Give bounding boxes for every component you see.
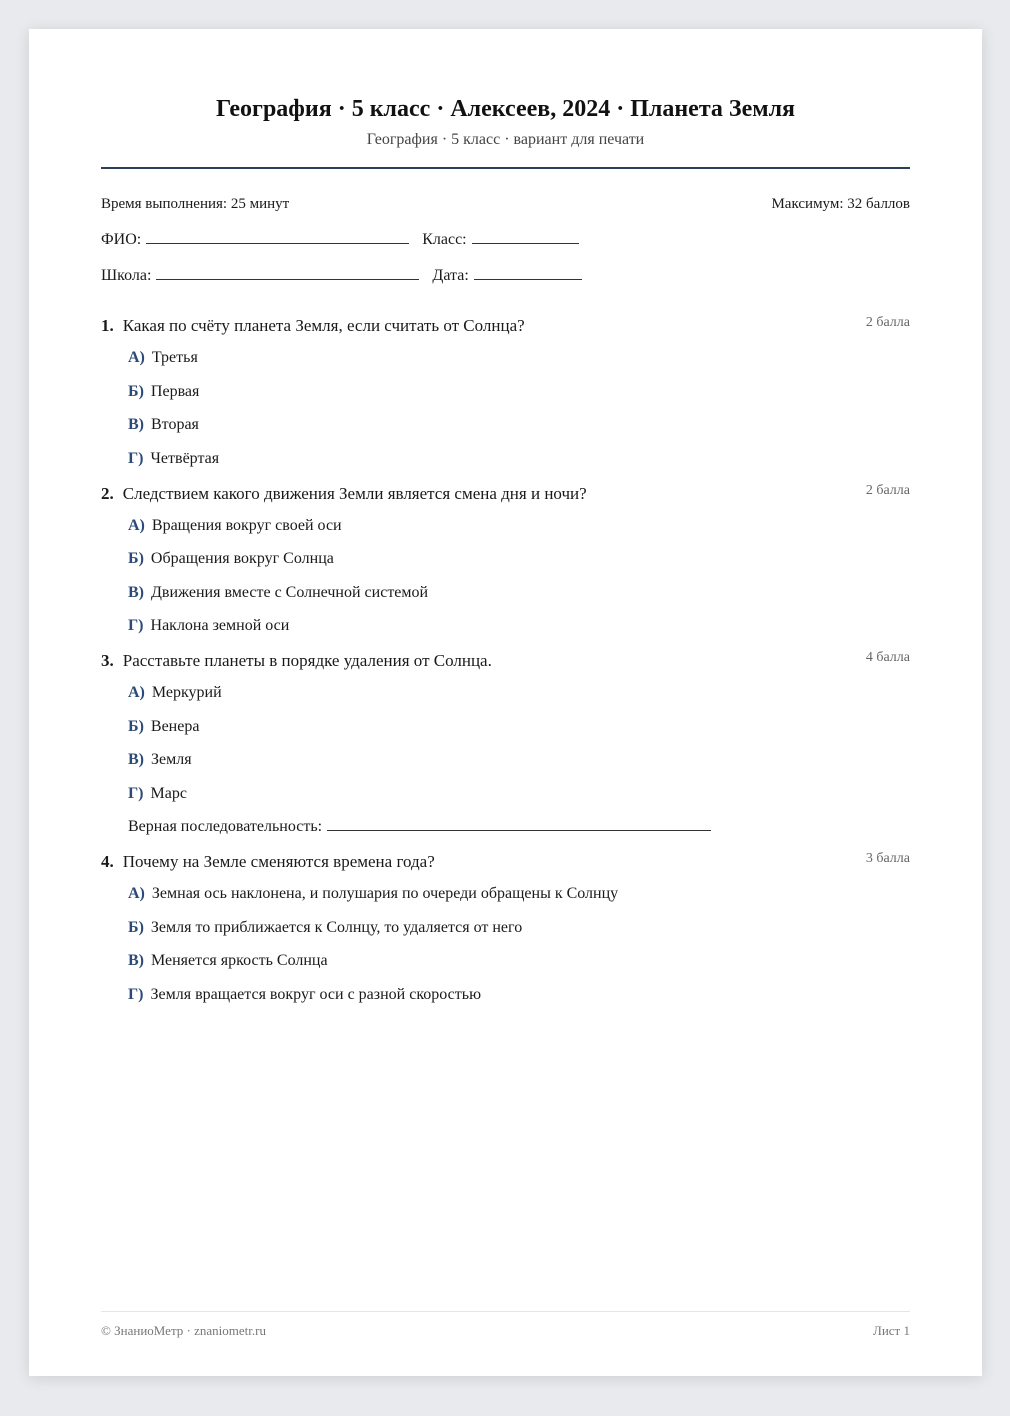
question-header (101, 851, 910, 873)
option-g[interactable] (128, 616, 910, 636)
page-header (101, 29, 910, 150)
option-a[interactable] (128, 884, 910, 904)
footer-copyright: © ЗнаниоМетр · znaniometr.ru (101, 1323, 266, 1338)
class-label: Класс: (422, 231, 467, 248)
class-field[interactable] (472, 229, 579, 244)
answer-sequence-field[interactable] (327, 816, 711, 831)
option-letter: В) (128, 952, 144, 969)
question-points: 3 балла (865, 851, 910, 866)
option-letter: Б) (128, 382, 144, 400)
option-text: Вторая (151, 416, 199, 433)
date-field[interactable] (474, 265, 582, 280)
option-text: Движения вместе с Солнечной системой (151, 583, 429, 601)
questions-list (101, 315, 910, 1005)
page-footer (101, 1311, 910, 1339)
option-text: Марс (150, 784, 187, 802)
options-list (128, 516, 910, 637)
option-letter: В) (128, 751, 144, 768)
option-b[interactable] (128, 382, 910, 402)
option-v[interactable] (128, 583, 910, 603)
option-text: Четвёртая (150, 449, 220, 467)
question-text: Какая по счёту планета Земля, если считать от Солнца? (122, 316, 525, 335)
option-letter: Г) (128, 985, 144, 1003)
option-letter: Г) (128, 449, 144, 467)
question-1 (101, 315, 910, 469)
option-b[interactable] (128, 717, 910, 737)
option-v[interactable] (128, 951, 910, 971)
option-text: Первая (150, 382, 200, 400)
option-text: Земля вращается вокруг оси с разной скоростью (150, 985, 482, 1003)
options-list (128, 884, 910, 1005)
school-label: Школа: (101, 267, 152, 284)
option-a[interactable] (128, 348, 910, 368)
school-fields-row (101, 265, 910, 285)
question-text: Почему на Земле сменяются времена года? (122, 852, 435, 871)
option-letter: Б) (128, 918, 144, 936)
question-3 (101, 650, 910, 837)
option-text: Венера (150, 717, 200, 735)
options-list (128, 348, 910, 469)
question-number: 2. (101, 483, 114, 503)
option-text: Меняется яркость Солнца (151, 952, 328, 969)
options-list (128, 683, 910, 804)
option-g[interactable] (128, 985, 910, 1005)
max-score: Максимум: 32 баллов (771, 196, 910, 212)
option-letter: А) (128, 349, 145, 366)
meta-row (101, 195, 910, 213)
question-header (101, 483, 910, 505)
option-a[interactable] (128, 516, 910, 536)
option-g[interactable] (128, 784, 910, 804)
option-v[interactable] (128, 750, 910, 770)
option-text: Меркурий (151, 684, 222, 701)
school-field[interactable] (156, 265, 419, 280)
time-limit: Время выполнения: 25 минут (101, 196, 290, 212)
option-letter: В) (128, 416, 144, 433)
option-text: Обращения вокруг Солнца (150, 550, 334, 567)
worksheet-page (29, 29, 982, 1376)
student-fields-row (101, 229, 910, 249)
question-4 (101, 851, 910, 1005)
option-b[interactable] (128, 918, 910, 938)
option-letter: Б) (128, 550, 144, 567)
header-divider (101, 167, 910, 169)
page-title: География · 5 класс · Алексеев, 2024 · Планета Земля (215, 96, 796, 122)
option-a[interactable] (128, 683, 910, 703)
option-b[interactable] (128, 549, 910, 569)
option-text: Третья (151, 349, 198, 366)
question-number: 1. (101, 316, 114, 335)
option-letter: А) (128, 684, 145, 701)
question-points: 4 балла (865, 650, 910, 665)
question-points: 2 балла (865, 482, 910, 498)
option-letter: Г) (128, 784, 144, 802)
option-letter: А) (128, 885, 145, 902)
option-text: Земля то приближается к Солнцу, то удаляется от него (150, 918, 523, 936)
question-points: 2 балла (865, 315, 910, 330)
option-letter: Б) (128, 717, 144, 735)
option-text: Вращения вокруг своей оси (151, 516, 342, 534)
option-letter: Г) (128, 617, 144, 634)
page-content (101, 29, 910, 1376)
option-text: Земная ось наклонена, и полушария по очереди обращены к Солнцу (151, 885, 619, 902)
question-number: 4. (101, 852, 114, 871)
question-text: Расставьте планеты в порядке удаления от Солнца. (122, 651, 492, 670)
option-letter: В) (128, 583, 144, 601)
question-header (101, 650, 910, 672)
option-text: Земля (151, 751, 192, 768)
page-subtitle: География · 5 класс · вариант для печати (366, 131, 645, 148)
fio-label: ФИО: (101, 231, 142, 248)
option-letter: А) (128, 516, 145, 534)
option-text: Наклона земной оси (150, 617, 290, 634)
option-g[interactable] (128, 449, 910, 469)
option-v[interactable] (128, 415, 910, 435)
question-2 (101, 483, 910, 637)
footer-page-number: Лист 1 (873, 1323, 910, 1338)
question-header (101, 315, 910, 337)
question-number: 3. (101, 651, 114, 670)
answer-sequence-label: Верная последовательность: (128, 818, 323, 835)
answer-sequence-row (128, 816, 910, 837)
fio-field[interactable] (146, 229, 409, 244)
question-text: Следствием какого движения Земли является смена дня и ночи? (122, 483, 587, 503)
date-label: Дата: (432, 267, 469, 284)
